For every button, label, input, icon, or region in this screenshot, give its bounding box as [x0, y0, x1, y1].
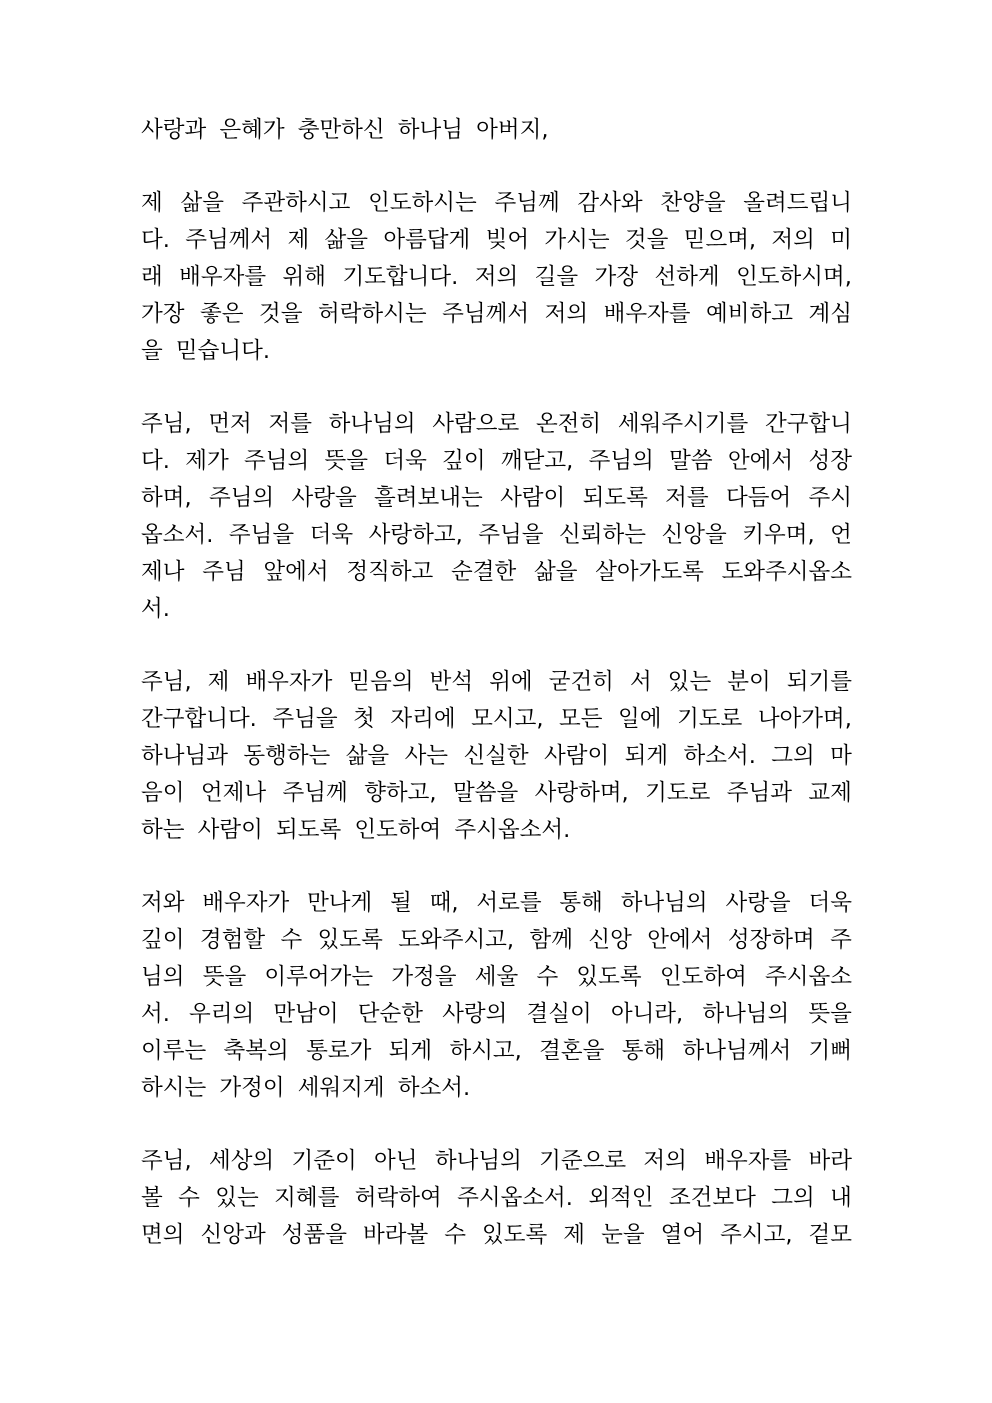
word: 예비하고	[706, 301, 793, 327]
word: 언제나	[200, 780, 267, 806]
word: 가장	[141, 301, 185, 327]
word: 배우자를	[704, 1148, 792, 1174]
word: 주관하시고	[241, 190, 351, 216]
word: 수	[444, 1222, 467, 1248]
word: 저의	[474, 264, 519, 290]
word: 마	[830, 743, 852, 769]
word: 바라	[808, 1148, 852, 1174]
word: 축복의	[223, 1038, 289, 1064]
word: 삶을	[345, 743, 390, 769]
word: 수	[178, 1185, 200, 1211]
word: 살아가도록	[595, 559, 704, 585]
word: 주시고,	[720, 1222, 793, 1248]
word: 허락하여	[354, 1185, 442, 1211]
word: 다듬어	[725, 485, 792, 511]
word: 배우자를	[603, 301, 691, 327]
word: 기뻐	[808, 1038, 852, 1064]
word: 저의	[771, 227, 815, 253]
word: 주님과	[726, 780, 792, 806]
word: 세울	[474, 964, 519, 990]
word: 하나님과	[141, 743, 228, 769]
text-line	[141, 775, 852, 812]
word: 정직하고	[346, 559, 434, 585]
word: 사랑하며,	[534, 780, 629, 806]
word: 주시옵소	[765, 964, 852, 990]
word: 선하게	[654, 264, 720, 290]
text-line	[141, 1143, 852, 1180]
word: 인도하시는	[368, 190, 477, 216]
word: 저의	[643, 1148, 687, 1174]
word: 가정을	[391, 964, 457, 990]
word: 배우자가	[202, 890, 290, 916]
word: 동행하는	[243, 743, 331, 769]
word: 순결한	[451, 559, 517, 585]
word: 믿으며,	[683, 227, 757, 253]
word: 첫	[353, 706, 375, 732]
text-line	[141, 1217, 852, 1254]
word: 인도하여	[659, 964, 747, 990]
word: 주님	[202, 559, 246, 585]
word: 제나	[141, 559, 185, 585]
word: 신앙과	[200, 1222, 266, 1248]
word: 사랑을	[291, 485, 357, 511]
word: 사랑하고,	[368, 522, 463, 548]
word: 먼저	[208, 411, 252, 437]
text-line	[141, 1033, 852, 1070]
text-line: 하는 사람이 되도록 인도하여 주시옵소서.	[141, 817, 571, 843]
word: 기준으로	[539, 1148, 627, 1174]
word: 님의	[141, 964, 185, 990]
word: 길을	[534, 264, 579, 290]
word: 주님,	[141, 669, 192, 695]
word: 허락하시는	[317, 301, 427, 327]
word: 서	[629, 669, 652, 695]
word: 기준이	[291, 1148, 357, 1174]
text-line	[141, 259, 852, 296]
word: 흘려보내는	[374, 485, 483, 511]
word: 하며,	[141, 485, 192, 511]
word: 통해	[621, 1038, 666, 1064]
word: 있도록	[317, 927, 383, 953]
word: 좋은	[199, 301, 244, 327]
word: 삶을	[533, 559, 578, 585]
word: 그의	[771, 743, 815, 769]
word: 면의	[141, 1222, 185, 1248]
word: 결혼을	[539, 1038, 605, 1064]
text-line	[141, 701, 852, 738]
word: 주님께서	[185, 227, 273, 253]
word: 깨닫고,	[500, 448, 574, 474]
word: 수	[280, 927, 303, 953]
word: 다.	[141, 227, 170, 253]
word: 하소서.	[683, 743, 756, 769]
word: 말씀	[669, 448, 713, 474]
word: 배우자를	[179, 264, 267, 290]
word: 주시옵소서.	[457, 1185, 573, 1211]
word: 세워주시기를	[617, 411, 749, 437]
word: 키우며,	[742, 522, 815, 548]
text-line	[141, 554, 852, 591]
word: 기도로	[677, 706, 743, 732]
word: 외적인	[588, 1185, 654, 1211]
word: 삶을	[180, 190, 224, 216]
word: 도와주시옵소	[721, 559, 852, 585]
word: 조건보다	[668, 1185, 756, 1211]
word: 모시고,	[471, 706, 544, 732]
word: 모든	[559, 706, 603, 732]
word: 뜻을	[202, 964, 247, 990]
document-body	[141, 112, 852, 1290]
text-line	[141, 185, 852, 222]
paragraph	[141, 406, 852, 628]
word: 뜻을	[808, 1001, 852, 1027]
text-line: 사랑과 은혜가 충만하신 하나님 아버지,	[141, 117, 549, 143]
word: 미	[830, 227, 852, 253]
text-line	[141, 517, 852, 554]
word: 앞에서	[263, 559, 329, 585]
word: 하시고,	[449, 1038, 522, 1064]
word: 다.	[141, 448, 170, 474]
word: 수	[536, 964, 559, 990]
word: 주님을	[272, 706, 338, 732]
word: 계심	[808, 301, 852, 327]
word: 삶을	[324, 227, 369, 253]
word: 주님의	[244, 448, 310, 474]
word: 하나님의	[328, 411, 416, 437]
text-line	[141, 222, 852, 259]
word: 일에	[618, 706, 662, 732]
word: 것을	[258, 301, 303, 327]
word: 신앙을	[661, 522, 727, 548]
paragraph	[141, 112, 852, 149]
word: 세상의	[208, 1148, 275, 1174]
word: 나아가며,	[757, 706, 852, 732]
word: 위해	[282, 264, 327, 290]
word: 사람이	[500, 485, 566, 511]
paragraph	[141, 185, 852, 370]
word: 간구합니다.	[141, 706, 257, 732]
word: 배우자가	[245, 669, 333, 695]
word: 서.	[141, 1001, 170, 1027]
word: 하나님의	[620, 890, 708, 916]
word: 만나게	[307, 890, 373, 916]
word: 주님께	[494, 190, 560, 216]
text-line	[141, 922, 852, 959]
word: 하나님께서	[682, 1038, 792, 1064]
word: 이루는	[141, 1038, 207, 1064]
word: 향하고,	[364, 780, 437, 806]
word: 통해	[559, 890, 603, 916]
word: 경험할	[199, 927, 266, 953]
word: 이루어가는	[264, 964, 374, 990]
text-line	[141, 996, 852, 1033]
word: 눈을	[601, 1222, 645, 1248]
word: 아름답게	[383, 227, 471, 253]
word: 저를	[665, 485, 709, 511]
word: 겉모	[808, 1222, 852, 1248]
word: 될	[390, 890, 412, 916]
word: 음이	[141, 780, 185, 806]
word: 래	[141, 264, 163, 290]
word: 찬양을	[660, 190, 726, 216]
word: 안에서	[647, 927, 713, 953]
word: 신뢰하는	[559, 522, 646, 548]
text-line	[141, 664, 852, 701]
word: 주님의	[588, 448, 654, 474]
word: 열어	[660, 1222, 705, 1248]
word: 볼	[141, 1185, 163, 1211]
word: 언	[830, 522, 852, 548]
word: 주님,	[141, 411, 192, 437]
word: 우리의	[189, 1001, 255, 1027]
paragraph	[141, 1143, 852, 1254]
word: 빚어	[485, 227, 530, 253]
word: 기도합니다.	[342, 264, 459, 290]
word: 자리에	[390, 706, 456, 732]
paragraph	[141, 885, 852, 1107]
text-line	[141, 1180, 852, 1217]
word: 되게	[624, 743, 669, 769]
word: 것을	[624, 227, 669, 253]
word: 단순한	[357, 1001, 423, 1027]
text-line	[141, 480, 852, 517]
text-line	[141, 406, 852, 443]
word: 올려드립니	[743, 190, 852, 216]
word: 제	[207, 669, 230, 695]
word: 성장하며	[727, 927, 815, 953]
word: 가시는	[544, 227, 610, 253]
word: 반석	[429, 669, 474, 695]
word: 통로가	[306, 1038, 372, 1064]
word: 사는	[404, 743, 449, 769]
text-line	[141, 443, 852, 480]
word: 사람으로	[432, 411, 520, 437]
word: 주님을	[478, 522, 544, 548]
word: 아닌	[374, 1148, 418, 1174]
word: 주	[830, 927, 852, 953]
word: 굳건히	[548, 669, 614, 695]
word: 함께	[529, 927, 573, 953]
word: 하나님의	[434, 1148, 522, 1174]
word: 때,	[429, 890, 459, 916]
word: 깊이	[141, 927, 185, 953]
word: 더욱	[808, 890, 852, 916]
word: 주님,	[141, 1148, 192, 1174]
word: 제	[287, 227, 310, 253]
word: 저를	[268, 411, 312, 437]
word: 도와주시고,	[398, 927, 515, 953]
word: 사랑을	[725, 890, 791, 916]
text-line: 서.	[141, 596, 170, 622]
word: 뜻을	[324, 448, 369, 474]
word: 안에서	[727, 448, 794, 474]
word: 온전히	[535, 411, 602, 437]
word: 서로를	[476, 890, 542, 916]
word: 기도로	[645, 780, 711, 806]
text-line	[141, 738, 852, 775]
text-line	[141, 296, 852, 333]
word: 믿음의	[348, 669, 414, 695]
word: 성품을	[281, 1222, 347, 1248]
word: 간구합니	[764, 411, 852, 437]
word: 분이	[727, 669, 771, 695]
word: 되도록	[582, 485, 648, 511]
word: 있도록	[482, 1222, 548, 1248]
word: 더욱	[309, 522, 354, 548]
word: 사랑의	[442, 1001, 508, 1027]
word: 신실한	[463, 743, 529, 769]
word: 있는	[215, 1185, 259, 1211]
word: 옵소서.	[141, 522, 214, 548]
word: 사람이	[544, 743, 610, 769]
word: 감사와	[577, 190, 643, 216]
word: 가장	[594, 264, 638, 290]
word: 바라볼	[363, 1222, 429, 1248]
word: 인도하시며,	[736, 264, 852, 290]
word: 아니라,	[610, 1001, 684, 1027]
word: 제	[563, 1222, 586, 1248]
word: 만남이	[273, 1001, 339, 1027]
word: 주시	[808, 485, 852, 511]
word: 깊이	[442, 448, 486, 474]
word: 그의	[771, 1185, 815, 1211]
word: 저의	[544, 301, 589, 327]
word: 있도록	[576, 964, 642, 990]
word: 주님의	[208, 485, 275, 511]
word: 지혜를	[274, 1185, 340, 1211]
word: 더욱	[383, 448, 427, 474]
word: 주님께서	[442, 301, 530, 327]
word: 내	[830, 1185, 852, 1211]
word: 결실이	[526, 1001, 592, 1027]
word: 주님께	[282, 780, 348, 806]
word: 말씀을	[452, 780, 519, 806]
text-line	[141, 959, 852, 996]
word: 위에	[489, 669, 533, 695]
word: 되기를	[786, 669, 852, 695]
word: 있는	[667, 669, 712, 695]
text-line	[141, 885, 852, 922]
word: 하나님의	[702, 1001, 790, 1027]
word: 신앙	[588, 927, 632, 953]
text-line: 을 믿습니다.	[141, 338, 270, 364]
word: 되게	[388, 1038, 433, 1064]
paragraph	[141, 664, 852, 849]
word: 교제	[808, 780, 852, 806]
word: 제	[141, 190, 163, 216]
text-line: 하시는 가정이 세워지게 하소서.	[141, 1075, 471, 1101]
word: 성장	[808, 448, 852, 474]
word: 제가	[185, 448, 229, 474]
word: 저와	[141, 890, 185, 916]
word: 주님을	[228, 522, 295, 548]
